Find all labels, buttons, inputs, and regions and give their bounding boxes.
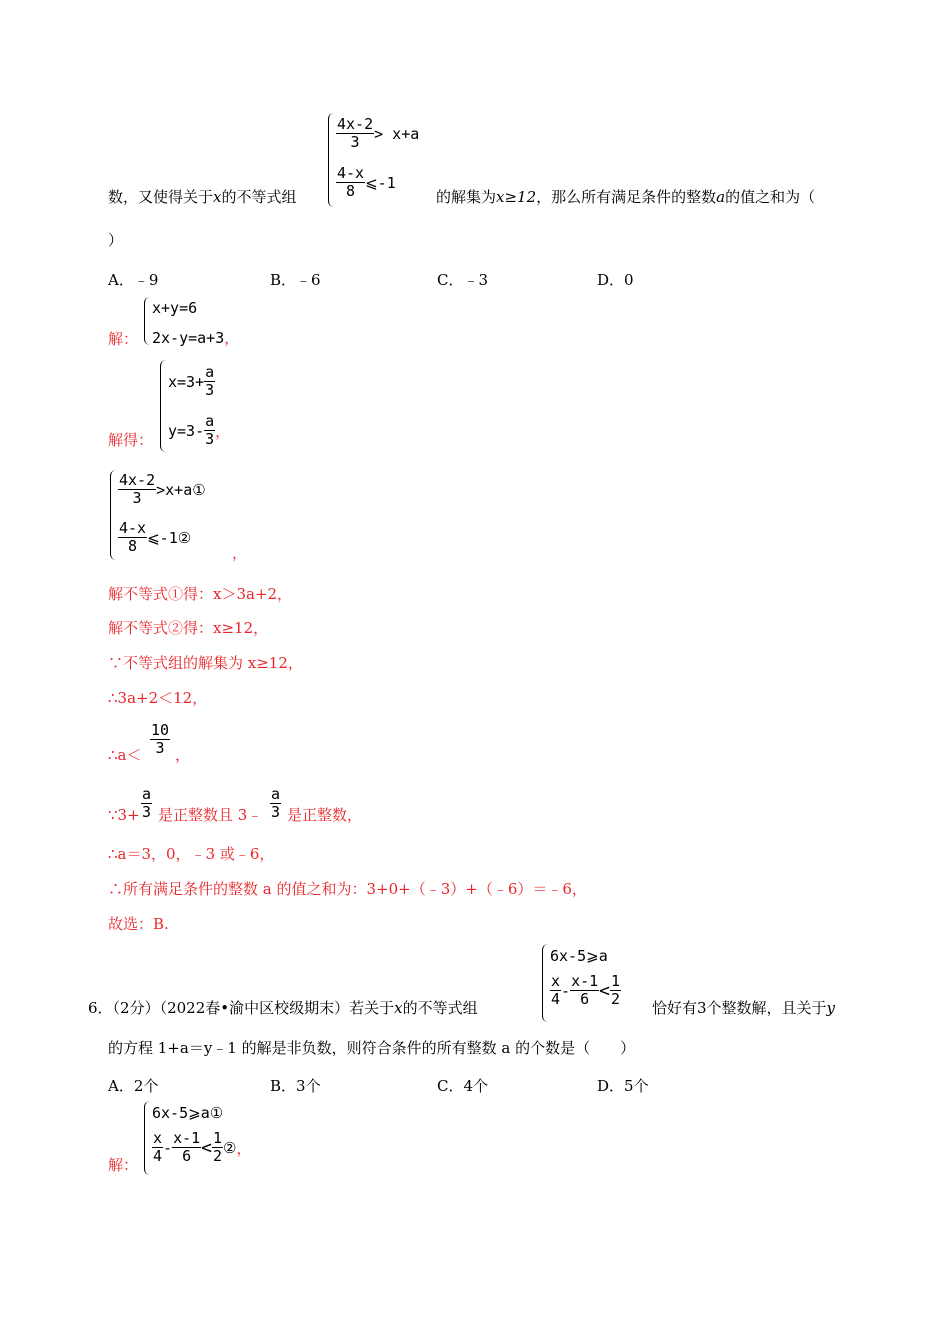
option-a: A．2个 (108, 1077, 159, 1095)
brace-icon (160, 360, 166, 452)
brace-icon (110, 470, 116, 560)
fraction: $\frac{x}{4}$ (551, 972, 561, 1009)
brace-icon (328, 113, 334, 207)
fraction: $\frac{4-x}{8}$ (119, 519, 147, 556)
brace-icon (144, 297, 150, 345)
fraction: $\frac{4x-2}{3}$ (337, 115, 374, 152)
fraction: $\frac{x-1}{6}$ (173, 1129, 201, 1166)
fraction-a-3: $\frac{a}{3}$ (142, 785, 152, 822)
q6-sol-ineq1: 6x-5⩾a① (152, 1104, 224, 1122)
sol5-line2: 解不等式②得：x≥12， (108, 619, 269, 637)
fraction-10-3: $\frac{10}{3}$ (151, 721, 170, 758)
fraction: $\frac{x-1}{6}$ (571, 972, 599, 1009)
option-d: D．0 (597, 271, 634, 289)
sol5-line6: ∵3+ (108, 806, 140, 824)
q6-stem-left: 6．（2分）（2022春•渝中区校级期末）若关于x的不等式组 (88, 999, 478, 1017)
sol5-line5-prefix: ∴a＜ (108, 746, 142, 764)
sol5-line6-mid: 是正整数且 3﹣ (158, 806, 263, 824)
sol5-ineq2: $\frac{4-x}{8}$ ⩽-1② (119, 519, 192, 556)
option-b: B．3个 (270, 1077, 321, 1095)
sol5-line7: ∴a＝3，0，﹣3 或﹣6， (108, 845, 275, 863)
q5-ineq-top: $\frac{4x-2}{3}$ > x+a (337, 115, 420, 152)
option-b: B．﹣6 (270, 271, 321, 289)
brace-icon (542, 944, 548, 1022)
option-c: C．4个 (437, 1077, 489, 1095)
fraction: $\frac{a}{3}$ (205, 363, 215, 400)
sol5-line9: 故选：B. (108, 915, 169, 933)
sol5-line6-end: 是正整数， (287, 806, 363, 824)
fraction: $\frac{1}{2}$ (611, 972, 621, 1009)
q5-stem-left: 数，又使得关于x的不等式组 (108, 188, 297, 206)
q5-ineq-bottom: $\frac{4-x}{8}$ ⩽-1 (337, 164, 396, 201)
sol5-line1: 解不等式①得：x＞3a+2， (108, 585, 293, 603)
fraction: $\frac{4x-2}{3}$ (119, 471, 156, 508)
brace-icon (144, 1101, 150, 1175)
q5-stem-right: 的解集为x≥12，那么所有满足条件的整数a的值之和为（ (436, 188, 816, 206)
fraction: $\frac{4-x}{8}$ (337, 164, 365, 201)
sol5-x-eq: x=3+ $\frac{a}{3}$ (168, 363, 215, 400)
fraction: $\frac{a}{3}$ (205, 412, 215, 449)
solution-label: 解： (108, 1156, 139, 1174)
solution-label-jiede: 解得： (108, 431, 154, 449)
fraction: $\frac{x}{4}$ (153, 1129, 163, 1166)
comma: ， (232, 544, 248, 562)
sol5-line3: ∵不等式组的解集为 x≥12， (108, 654, 303, 672)
option-c: C．﹣3 (437, 271, 489, 289)
fraction-a-3: $\frac{a}{3}$ (271, 785, 281, 822)
solution-label: 解： (108, 330, 139, 348)
comma: ， (175, 746, 191, 764)
sol5-eq2: 2x-y=a+3， (152, 329, 240, 347)
fraction: $\frac{1}{2}$ (213, 1129, 223, 1166)
sol5-y-eq: y=3- $\frac{a}{3}$ ， (168, 412, 231, 449)
sol5-eq1: x+y=6 (152, 299, 198, 317)
sol5-line4: ∴3a+2＜12， (108, 689, 208, 707)
q6-ineq-top: 6x-5⩾a (550, 947, 608, 965)
sol5-line8: ∴所有满足条件的整数 a 的值之和为：3+0+（﹣3）+（﹣6）＝﹣6， (108, 880, 587, 898)
sol5-ineq1: $\frac{4x-2}{3}$ >x+a① (119, 471, 206, 508)
q6-stem-line2: 的方程 1+a＝y﹣1 的解是非负数，则符合条件的所有整数 a 的个数是（ ） (108, 1039, 636, 1057)
q6-stem-right: 恰好有3个整数解，且关于y (652, 999, 836, 1017)
q6-sol-ineq2: $\frac{x}{4}$ - $\frac{x-1}{6}$ < $\frac{1}{2}$ ②， (153, 1129, 252, 1166)
option-a: A．﹣9 (108, 271, 159, 289)
q6-ineq-bottom: $\frac{x}{4}$ - $\frac{x-1}{6}$ < $\frac{1}{2}$ (551, 972, 621, 1009)
q5-stem-close: ） (108, 231, 124, 249)
option-d: D．5个 (597, 1077, 649, 1095)
